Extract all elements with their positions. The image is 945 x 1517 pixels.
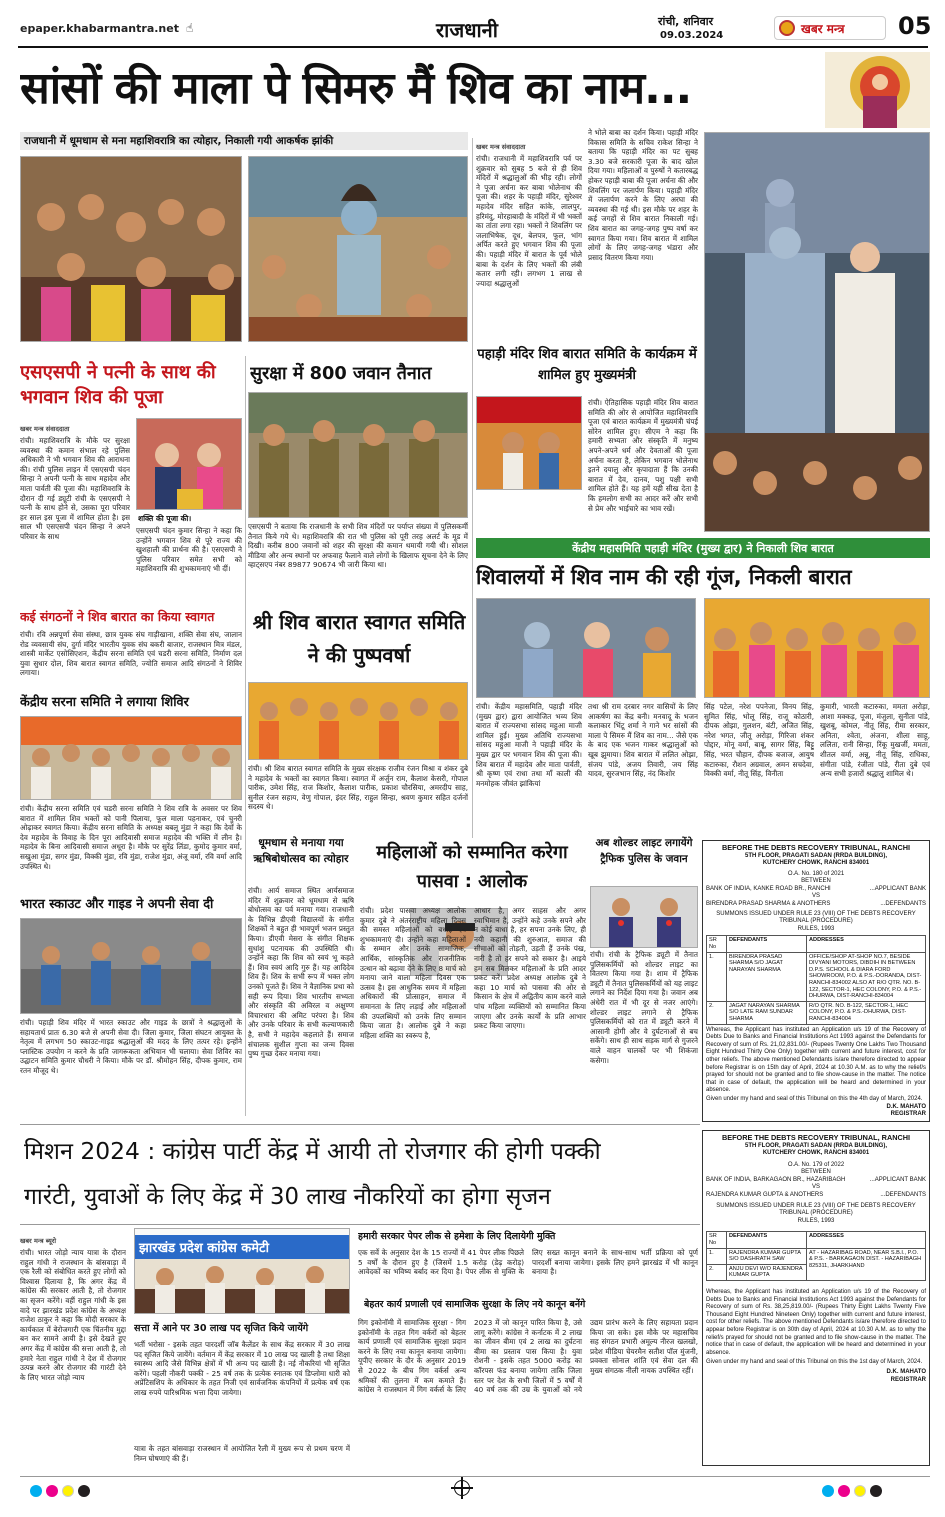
rishi-text: रांची। आर्य समाज स्थित आर्यसमाज मंदिर में शुक्रवार को धूमधाम से ऋषि बोधोत्सव का पर्व मनाया गया। राजधानी के विभिन्न डीएवी विद्यालयों के संगीत शिक्षकों ने बहुत ही भावपूर्ण भजन प्रस्तुत किया। डीएवी मेसरा के संगीत शिक्षक सुधांशु पटनायक की उपस्थिति थी। उन्होंने कहा कि शिव को स्वयं भू कहते हैं। शिव स्वयं आदि गुरु हैं। यह आदिदेव शिव हैं। शिव के सभी रूप में भक्त लोग उनको पूजते हैं। शिव ने वैज्ञानिक प्रथा को सही रूप दिया। शिव भारतीय सभ्यता और संस्कृति की अविरल व अक्षुण्ण विचारधारा की अमिट परंपरा है। शिव और उनके परिवार के सभी कल्याणकारी है, सभी ने महादेव कहलाते हैं। समाज संचालक सुशील गुप्ता का जन्म दिवस पुष्प गुच्छ देकर मनाया गया। — [248, 886, 354, 1059]
rishi-headline: धूमधाम से मनाया गया ऋषिबोधोत्सव का त्योहार — [253, 837, 349, 865]
section-title: राजधानी — [436, 18, 498, 42]
mission-headline-2: गारंटी, युवाओं के लिए केंद्र में 30 लाख नौकरियों का होगा सृजन — [24, 1184, 551, 1210]
notice2-def-role: ...DEFENDANTS — [880, 1192, 926, 1199]
mission-byline: खबर मन्त्र ब्यूरो — [20, 1237, 57, 1245]
notice2-row1-name: RAJENDRA KUMAR GUPTA S/O DASHRATH SAW — [727, 1248, 807, 1264]
column-divider — [472, 138, 473, 838]
notice2-vs: VS — [811, 1184, 820, 1191]
lead-byline: खबर मन्त्र संवाददाता — [476, 143, 526, 151]
footer-color-bar — [20, 1476, 930, 1498]
notice1-sign-role: REGISTRAR — [890, 1111, 926, 1118]
scout-photo — [20, 918, 242, 1014]
shivbarat-headline: श्री शिव बारात स्वागत समिति ने की पुष्पवर्षा — [252, 610, 466, 667]
notice1-row1-sr: 1. — [707, 952, 727, 1001]
notice2-body: Whereas, the Applicant has instituted an Application u/s 19 of the Recovery of Debts Due to Banks and Financial Institutions Act 1993 against the Defendants for Recovery of sum of Rs. 38,25,819.00/- (Rupees Thirty Eight Lakhs Twenty Five Thousand Eight Hundred Nineteen Only) together with current and future interest, cost for other reliefs. The above mentioned Defendants is/are therefore directed to appear before Registrar is on 30th day of April, 2024 at 10.30 A.M. as to why the relief/s prayed for should not be granted and to file show-cause in the matter. The notice that in case of default, the application will be heard and determined in your absence. — [706, 1289, 926, 1356]
sarna-headline: केंद्रीय सरना समिति ने लगाया शिविर — [20, 695, 189, 710]
scout-text: रांची। पहाड़ी शिव मंदिर में भारत स्काउट और गाइड के छात्रों ने श्रद्धालुओं के सहायतार्थ प्रातः 6.30 बजे से अपनी सेवा दी। जिला कुमार, जिला संघटन आयुक्त के नेतृत्व में लगभग 50 स्काउट-गाइड श्रद्धालुओं की मदद के लिए तत्पर रहे। इन्होंने प्लास्टिक उपयोग न करने के प्रति जागरूकता अभियान भी चलाया। सेवा शिविर का उद्घाटन समिति कुमार चौधरी ने किया। मौके पर डॉ. श्रीमोहन सिंह, दीपक कुमार, राम रतन मौजूद थे। — [20, 1018, 242, 1075]
security-text: एसएसपी ने बताया कि राजधानी के सभी शिव मंदिरों पर पर्याप्त संख्या में पुलिसकर्मी तैनात किये गये थे। महाशिवरात्रि की रात भी पुलिस को पूरी तरह अलर्ट के मूड में दिखी। करीब 800 जवानों को शहर की सुरक्षा की कमान थमायी गयी थी। सोशल मीडिया और अन्य स्थानों पर अफवाह फैलाने वाले लोगों के खिलाफ सूचना देने के लिए व्हाट्सएप नंबर 89877 90674 भी जारी किया था। — [248, 522, 468, 570]
notice2-th-def: DEFENDANTS — [727, 1232, 807, 1248]
ssp-photo-caption: शक्ति की पूजा की। — [138, 514, 192, 523]
notice1-sign: D.K. MAHATO — [886, 1103, 926, 1110]
notice1-rules: RULES, 1993 — [797, 925, 835, 932]
logo-icon — [779, 20, 795, 36]
notice1-row2-name: JAGAT NARAYAN SHARMA S/O LATE RAM SUNDAR SHARMA — [727, 1001, 807, 1024]
notice2-addr2: KUTCHERY CHOWK, RANCHI 834001 — [762, 1150, 870, 1157]
issue-date: 09.03.2024 — [660, 30, 724, 41]
lead-headline: सांसों की माला पे सिमरु मैं शिव का नाम... — [20, 63, 692, 114]
notice1-def: BIRENDRA PRASAD SHARMA & ANOTHERS — [706, 901, 831, 908]
lead-text-col2: ने भोले बाबा का दर्शन किया। पहाड़ी मंदिर विकास समिति के सचिव राकेश सिन्हा ने बताया कि पहाड़ी मंदिर का पट सुबह 3.30 बजे सरकारी पूजा के बाद खोल दिया गया। महिलाओं व पुरुषों ने कतारबद्ध होकर पहाड़ी बाबा की पूजा अर्चना की और शिवलिंग पर जलार्पण किया। पहाड़ी मंदिर में जलार्पण करने के लिए अरघा की व्यवस्था की गई थी। इस मौके पर शहर के कई जगहों से शिव बारात निकाली गई। शिव बारात का जगह-जगह पुष्प वर्षा कर स्वागत किया गया। शिव बारात में शामिल लोगों के लिए जगह-जगह भंडारा और प्रसाद वितरण किया गया। — [588, 128, 698, 262]
sangathan-headline: कई संगठनों ने शिव बारात का किया स्वागत — [20, 609, 215, 624]
mission-col1: रांची। भारत जोड़ो न्याय यात्रा के दौरान राहुल गांधी ने राजस्थान के बांसवाड़ा में एक रैली को संबोधित करते हुए लोगों को विश्वास दिलाया है, कि अगर केंद्र में कांग्रेस की सरकार आती है, तो रोजगार का सृजन करेंगे। वहीं राहुल गांधी के इस वादे पर झारखंड प्रदेश कांग्रेस के अध्यक्ष राजेश ठाकुर ने कहा कि मोदी सरकार के कार्यकाल में बेरोजगारी एक चिंतनीय मुद्दा बन कर सामने आयी है। इसे देखते हुए अगर केंद्र में कांग्रेस की सत्ता आती है, तो हमारे नेता राहुल गांधी ने देश में रोजगार उत्पन्न करने और रोजगार की गारंटी देने के लिए भारत जोड़ो न्याय — [20, 1248, 126, 1382]
brand-logo — [774, 16, 886, 40]
shiva-procession-photo — [248, 156, 468, 342]
column-divider — [245, 356, 246, 1116]
notice1-vs: VS — [811, 893, 820, 900]
color-dot — [870, 1485, 882, 1497]
notice1-th-sr: SR No — [707, 936, 727, 952]
lead-text-col1: रांची। राजधानी में महाशिवरात्रि पर्व पर शुक्रवार को सुबह 5 बजे से ही शिव मंदिरों में श्रद्धालुओं की भीड़ रही। लोगों ने पूजा अर्चना कर बाबा भोलेनाथ की पूजा की। शहर के पहाड़ी मंदिर, सुरेश्वर महादेव मंदिर सहित कांके, लालपुर, हरिमंदु, मोरहाबादी के मंदिरों में भी भक्तों का तांता लगा रहा। भक्तों ने शिवलिंग पर जलाभिषेक, दूध, बेलपत्र, फूल, भांग अर्पित करते हुए भगवान शिव की पूजा की। पहाड़ी मंदिर में बारात के पूर्व भोले बाबा के दर्शन के लिए भक्तों की लंबी कतार लगी रही। लगभग 1 लाख से ज्यादा श्रद्धालुओं — [476, 154, 582, 288]
color-dot — [78, 1485, 90, 1497]
notice1-row1-name: BIRENDRA PRASAD SHARMA S/O JAGAT NARAYAN SHARMA — [727, 952, 807, 1001]
congress-banner-text: झारखंड प्रदेश कांग्रेस कमेटी — [139, 1241, 269, 1256]
table-row — [707, 1248, 926, 1264]
notice1-oa: O.A. No. 180 of 2021 — [787, 870, 845, 877]
notice2-table — [706, 1231, 926, 1281]
pushpvarsha-photo — [248, 682, 468, 760]
masthead — [18, 12, 932, 48]
shivalay-photo-1 — [476, 598, 696, 698]
paswa-text: रांची। प्रदेश पासवा अध्यक्ष आलोक कुमार दुबे ने अंतरराष्ट्रीय महिला दिवस की समस्त महिलाओं को बधाई एवं शुभकामनाएं दी। उन्होंने कहा महिलाओं के सम्मान और उनके सामाजिक, आर्थिक, सांस्कृतिक और राजनीतिक उत्थान को बढ़ावा देने के लिए 8 मार्च को मनाया जाने वाला महिला दिवस एक उत्सव है। इस आधुनिक समय में महिला अधिकारों की प्रोत्साहन, समाज में समानता के लिए लड़ाई और महिलाओं की उपलब्धियों को उनके लिए सम्मान किया जाता है। आलोक दुबे ने कहा महिला शक्ति का स्वरूप है, — [360, 906, 466, 1040]
shivalay-col1: रांची। केंद्रीय महासमिति, पहाड़ी मंदिर (मुख्य द्वार) द्वारा आयोजित भव्य शिव बारात में राज्यसभा सांसद महुआ माजी शामिल हुईं। मुख्य अतिथि राज्यसभा सांसद महुआ माजी ने पहाड़ी मंदिर के मुख्य द्वार पर भगवान शिव की पूजा की। शिव बारात में महादेव और माता पार्वती, श्री कृष्ण एवं राधा तथा माँ काली की मनमोहक जीवंत झांकियां — [476, 702, 582, 788]
notice1-addr2: KUTCHERY CHOWK, RANCHI 834001 — [762, 860, 870, 867]
notice2-oa: O.A. No. 179 of 2022 — [787, 1161, 845, 1168]
page-number: 05 — [898, 12, 932, 40]
dancer-photo — [825, 52, 930, 128]
mission-sub1: सत्ता में आने पर 30 लाख पद सृजित किये जायेंगे — [134, 1323, 309, 1334]
table-row — [707, 1001, 926, 1024]
shiva-parvati-tableau-photo — [704, 132, 930, 532]
notice2-between: BETWEEN — [801, 1169, 831, 1176]
section-divider — [20, 1224, 700, 1225]
notice2-row1-addr: AT - HAZARIBAG ROAD, NEAR S.B.I., P.O. & P.S. - BARKAGAON DIST. - HAZARIBAGH 825311, JHARKHAND — [807, 1248, 926, 1280]
shivalay-headline: शिवालयों में शिव नाम की रही गूंज, निकली बारात — [476, 565, 852, 589]
color-dot — [822, 1485, 834, 1497]
security-headline: सुरक्षा में 800 जवान तैनात — [250, 363, 432, 384]
notice2-th-sr: SR No — [707, 1232, 727, 1248]
lead-subhead-bar — [20, 132, 468, 150]
sarna-text: रांची। केंद्रीय सरना समिति एवं चडरी सरना समिति ने शिव रात्रि के अवसर पर शिव बारात में शामिल शिव भक्तों को पानी पिलाया, फूल माला पहनाकर, एवं चुनरी ओढ़ाकर स्वागत किया। केंद्रीय सरना समिति के अध्यक्ष बबलू मुंडा ने कहा कि देवों के देव महादेव के विवाह के दिन पूरा आदिवासी समाज महादेव की भक्ति में लीन है। महादेव के बिना आदिवासी समाज अधूरा है। मौके पर सुरेंद्र लिंडा, कुमोद कुमार वर्मा, सखुआ मुंडा, सगर मुंडा, विक्की मुंडा, रवि मुंडा, राजेश मुंडा, अंजू वर्मा, रवि वर्मा आदि उपस्थित थे। — [20, 804, 242, 871]
sangathan-text: रांची। रवि अन्नपूर्णा सेवा संस्था, छात्र युवक संघ गाड़ीखाना, शक्ति सेवा संघ, जालान रोड व्यवसायी संघ, दुर्गा मंदिर भारतीय युवक संघ बकरी बाजार, राजस्थान मित्र मंडल, शास्त्री मार्केट एसोसिएशन, केंद्रीय सरना समिति एवं चडरी सरना समिति, निर्माण दल युवा सुधार दोल, शिव बारात स्वागत समिति, ज्योति समाज आदि संगठनों ने शिविर लगाया। — [20, 630, 242, 678]
notice1-summons: SUMMONS ISSUED UNDER RULE 23 (VIII) OF THE DEBTS RECOVERY TRIBUNAL (PROCEDURE) — [716, 910, 916, 925]
ssp-headline: एसएसपी ने पत्नी के साथ की भगवान शिव की पूजा — [20, 362, 216, 408]
cm-headline: पहाड़ी मंदिर शिव बारात समिति के कार्यक्रम में शामिल हुए मुख्यमंत्री — [477, 347, 697, 383]
traffic-police-photo — [590, 886, 698, 948]
section-divider — [20, 1124, 700, 1125]
notice1-def-role: ...DEFENDANTS — [880, 901, 926, 908]
mission-sub3-text: गिग इकोनॉमी में सामाजिक सुरक्षा - गिग इकोनॉमी के तहत गिग वर्करों को बेहतर कार्य प्रणाली एवं सामाजिक सुरक्षा प्रदान करने के लिए नया कानून बनाया जायेगा। यूपीए सरकार के दौर के अनुसार 2019 से 2022 के बीच गिग वर्कर्स अन्य श्रमिकों की तुलना में कम कमाते हैं। कांग्रेस ने राजस्थान में गिग वर्कर्स के लिए 2023 में जो कानून पारित किया है, उसे लागू करेंगे। कांग्रेस ने कर्नाटक में 2 लाख का जीवन बीमा एवं 2 लाख का दुर्घटना बीमा का प्रस्ताव पास किया है। युवा रोशनी - इसके तहत 5000 करोड़ का कॉरपस फंड बनाया जायेगा ताकि जिला स्तर पर देश के सभी जिलों में 5 वर्षों में 40 वर्ष तक की उम्र के युवाओं को नये उद्यम प्रारंभ करने के लिए सहायता प्रदान किया जा सके। इस मौके पर महासचिव सह संगठन प्रभारी अमूल्य नीरज खलखो, प्रदेश मीडिया चेयरमैन सतीश पॉल मुंजनी, प्रवक्ता सोनाल शांति एवं सेवा दल की मुख्य संगठक नीली नायक उपस्थित रहीं। — [358, 1318, 698, 1395]
notice2-sign: D.K. MAHATO — [886, 1368, 926, 1375]
color-dot — [46, 1485, 58, 1497]
color-dot — [854, 1485, 866, 1497]
notice1-title: BEFORE THE DEBTS RECOVERY TRIBUNAL, RANCHI — [721, 843, 911, 852]
notice1-bank-role: ...APPLICANT BANK — [869, 885, 926, 892]
sarna-photo — [20, 716, 242, 800]
shivalay-photo-2 — [704, 598, 930, 698]
paswa-headline: महिलाओं को सम्मानित करेगा पासवा : आलोक — [376, 842, 568, 892]
drt-notice-1 — [702, 840, 930, 1122]
notice2-sign-role: REGISTRAR — [890, 1376, 926, 1383]
shivalay-col2: तथा श्री राम दरबार नगर वासियों के लिए आकर्षण का केंद्र बनी। मनवादू के भजन कलाकार भिंटू शर्मा ने गाने भर सांसों की माला पे सिमरु मैं शिव का नाम... जैसे एक के बाद एक भजन गाकर श्रद्धालुओं को खूब झुमाया। शिव बारात में ललित ओझा, संजय पांडे, अजय तिवारी, जय सिंह यादव, सुरजभान सिंह, नंद किशोर — [588, 702, 698, 779]
traffic-headline: अब शोल्डर लाइट लगायेंगे ट्रैफिक पुलिस के जवान — [595, 837, 693, 865]
shivalay-col4: कुमारी, भारती कटारुका, ममता अरोड़ा, आशा मक्कड़, पूजा, मंजुला, सुनीता पांडे, खुशबू, कोमल, नीतू सिंह, रीमा सरकार, अनिता, श्वेता, अंजना, शीला साहू, ललिता, रानी सिन्हा, रिंकू मुखर्जी, ममता, शीतल वर्मा, अन्नू, नीतू सिंह, राधिका, संगीता पांडे, रंजीता पांडे, रीता दुबे एवं अन्य सभी हजारों श्रद्धालु शामिल थे। — [820, 702, 930, 779]
ssp-byline: खबर मन्त्र संवाददाता — [20, 425, 70, 433]
mission-sub2: हमारी सरकार पेपर लीक से हमेशा के लिए दिलायेगी मुक्ति — [358, 1231, 556, 1242]
lead-subhead: राजधानी में धूमधाम से मना महाशिवरात्रि का त्योहार, निकाली गयी आकर्षक झांकी — [24, 135, 334, 147]
table-row — [707, 952, 926, 1001]
mission-headline-1: मिशन 2024 : कांग्रेस पार्टी केंद्र में आयी तो रोजगार की होगी पक्की — [24, 1137, 601, 1165]
notice1-row2-sr: 2. — [707, 1001, 727, 1024]
devotees-photo — [20, 156, 242, 342]
notice2-rules: RULES, 1993 — [797, 1217, 835, 1224]
notice2-given: Given under my hand and seal of this Tribunal on this the 1st day of March, 2024. — [706, 1359, 923, 1366]
paswa-text2: आधार है, अगर साहस और अगर स्वाभिमान है, उन्होंने कहे उनके सपने और न कोई बाधा है, हर सपना उनके लिए, ही नयी कहानी की शुरुआत, समाज की सीमाओं को तोड़ती, उड़ती हैं उनके पंख, नारी है तो हर सपने को सकार है। आइये हम सब मिलकर महिलाओं के प्रति आदर प्रकट करें। प्रदेश अध्यक्ष आलोक दुबे ने कहा 10 मार्च को पासवा की ओर से किसान के क्षेत्र में अद्वितीय काम करने वाले पांच महिला व्यक्तियों को सम्मानित किया जाएगा और उनके कार्यों के प्रति आभार प्रकट किया जाएगा। — [474, 906, 586, 1031]
ssp-text2: एसएसपी चंदन कुमार सिन्हा ने कहा कि उन्होंने भगवान शिव से पूरे राज्य की खुशहाली की प्रार्थना की है। एसएसपी ने पुलिस परिवार समेत सभी को महाशिवरात्रि की शुभकामनाएं भी दीं। — [136, 526, 242, 574]
green-banner — [476, 538, 930, 558]
color-dots-left — [28, 1482, 92, 1501]
notice2-addr1: 5TH FLOOR, PRAGATI SADAN (RRDA BUILDING), — [745, 1142, 887, 1149]
notice1-addr1: 5TH FLOOR, PRAGATI SADAN (RRDA BUILDING), — [745, 852, 887, 859]
ssp-puja-photo — [136, 418, 242, 510]
green-banner-text: केंद्रीय महासमिति पहाड़ी मंदिर (मुख्य द्वार) ने निकाली शिव बारात — [572, 542, 834, 555]
shivbarat-text: रांची। श्री शिव बारात स्वागत समिति के मुख्य संरक्षक राजीव रंजन मिश्रा व शंकर दुबे ने महादेव के भक्तों का स्वागत किया। स्वागत में अर्जुन राम, कैलाश केसरी, गोपाल पारीक, उमेश सिंह, राज किशोर, कैलाश पारीक, प्रकाश चौरसिया, अमरदीप साह, सुनील रंजन सहाय, वेणु गोपाल, इंदर सिंह, राहुल सिन्हा, श्रवण कुमार सहित दर्जनों सदस्य थे। — [248, 764, 468, 812]
cursor-icon: ☝ — [186, 21, 194, 35]
ssp-text: रांची। महाशिवरात्रि के मौके पर सुरक्षा व्यवस्था की कमान संभाल रहे पुलिस अधिकारी ने भी भगवान शिव की आराधना की। रांची पुलिस लाइन में एसएसपी चंदन सिन्हा ने अपनी पत्नी के साथ महादेव और माता पार्वती की पूजा की। महाशिवरात्रि के दौरान दी गई ड्यूटी रांची के एसएसपी ने पत्नी के साथ होने से, उसका पूरा परिवार हर साल इस पूजा में शामिल होता है। इस साल भी एसएसपी चंदन सिन्हा ने अपने परिवार के साथ — [20, 436, 130, 541]
color-dot — [838, 1485, 850, 1497]
notice2-row1-sr: 1. — [707, 1248, 727, 1264]
notice1-th-addr: ADDRESSES — [807, 936, 926, 952]
registration-mark-icon — [454, 1480, 470, 1496]
notice2-def: RAJENDRA KUMAR GUPTA & ANOTHERS — [706, 1192, 824, 1199]
congress-banner — [135, 1235, 350, 1259]
notice2-row2-name: ANJU DEVI W/O RAJENDRA KUMAR GUPTA — [727, 1264, 807, 1280]
cm-text: रांची। ऐतिहासिक पहाड़ी मंदिर शिव बारात समिति की ओर से आयोजित महाशिवरात्रि पूजा एवं बारात कार्यक्रम में मुख्यमंत्री चंपई सोरेन शामिल हुए। सीएम ने कहा कि हमारी सभ्यता और संस्कृति में मनुष्य अपने-अपने धर्म और देवताओं की पूजा अर्चना करता है, लेकिन भगवान भोलेनाथ इतने दयालु और कृपादाता हैं कि उनकी बारात में देव, दानव, पशु पक्षी सभी शामिल होते हैं। यह हमें यही सीख देता है कि हमलोग सभी का आदर करें और सभी से प्रेम और भाईचारे का भाव रखें। — [588, 398, 698, 513]
notice2-th-addr: ADDRESSES — [807, 1232, 926, 1248]
mission-sub2-text: एक सर्वे के अनुसार देश के 15 राज्यों में 41 पेपर लीक पिछले 5 वर्षों के दौरान हुए है (जिसमें 1.5 करोड़ (डेढ़ करोड़) आवेदकों का भविष्य बर्बाद कर दिया है। पेपर लीक से मुक्ति के लिए सख्त कानून बनाने के साथ-साथ भर्ती प्रक्रिया को पूर्ण पारदर्शी बनाया जायेगा। इसके लिए हमने झारखंड में भी कानून बनाया है। — [358, 1248, 698, 1277]
congress-banner-photo — [134, 1228, 350, 1314]
color-dot — [30, 1485, 42, 1497]
notice1-th-def: DEFENDANTS — [727, 936, 807, 952]
scout-headline: भारत स्काउट और गाइड ने अपनी सेवा दी — [20, 897, 214, 912]
place-date: रांची, शनिवार — [658, 15, 714, 28]
notice1-row1-addr: OFFICE/SHOP AT-SHOP NO.7, BESIDE DIVYANI MOTORS, DIBDIH IN BETWEEN D.P.S. SCHOOL & DIARA FORD SHOWROOM, P.O. & P.S.-DORANDA, DIST-RANCHI-834002 ALSO AT R/O QTR. NO. B-122, SECTOR-1, HEC COLONY, P.O. & P.S.-DHURWA, DIST-RANCHI-834004 — [807, 952, 926, 1001]
traffic-text: रांची। रांची के ट्रैफिक ड्यूटी में तैनात पुलिसकर्मियों को शोल्डर लाइट का वितरण किया गया है। शाम में ट्रैफिक ड्यूटी में तैनात पुलिसकर्मियों को यह लाइट लगाने का निर्देश दिया गया है। जवान अब अंधेरी रात में भी दूर से नजर आएंगे। शोल्डर लाइट लगाने से ट्रैफिक पुलिसकर्मियों को रात में ड्यूटी करने में आसानी होगी और वे दुर्घटनाओं से बच सकेंगे। साथ ही साथ सड़क मार्ग से गुजरने वाले वाहन चालकों पर भी शिकंजा कसेगा। — [590, 950, 698, 1065]
notice2-row2-sr: 2. — [707, 1264, 727, 1280]
brand-name: खबर मन्त्र — [801, 22, 845, 36]
notice1-body: Whereas, the Applicant has instituted an Application u/s 19 of the Recovery of Debts Due to Banks and Financial Institutions Act 1993 against the Defendants for Recovery of sum of Rs. 21,02,831.00/- (Rupees Twenty One Lakhs Two Thousand Eight Hundred Thirty One Only) together with current and future interest, cost for other reliefs. The above mentioned Defendants is/are therefore directed to appear before Registrar is on 15th day of April, 2024 at 10.30 A.M. as to why the relief/s prayed for should not be granted and to file show-cause in the matter. The notice that in case of default, the application will be heard and determined in your absence. — [706, 1026, 926, 1094]
mission-sub1-text: भर्ती भरोसा - इसके तहत पारदर्शी जॉब कैलेंडर के साथ केंद्र सरकार में 30 लाख पद सृजित किये जायेंगे। वर्तमान में केंद्र सरकार में 10 लाख पद खाली है तथा शिक्षा स्वास्थ्य आदि जैसे विभिन्न क्षेत्रों में भी अन्य पद खाली है। नई नौकरियां भी सृजित करेंगे। पहली नौकरी पक्की - 25 वर्ष तक के प्रत्येक स्नातक एवं डिप्लोमा धारी को अप्रेंटिसशिप के अधिकार के तहत निजी एवं सार्वजनिक कंपनियों में प्रत्येक वर्ष एक लाख रुपये पारिश्रमिक भत्ता दिया जायेगा। — [134, 1340, 350, 1397]
shivalay-col3: सिंह पटेल, नरेश पपनेजा, विनय सिंह, सुमित सिंह, भोलू सिंह, राजू कोठारी, दीपक ओझा, गुलशन, बंटी, अजित सिंह, नरेश भगत, जीतू अरोड़ा, गिरिजा शंकर पोद्दार, मोनू वर्मा, बाबू, सागर सिंह, बिट्टू सिंह, भरत चौहान, दीपक बजाज, आयुष कटारुका, रौशन अग्रवाल, अमन सचदेवा, विक्की वर्मा, नीतू सिंह, विनीता — [704, 702, 814, 779]
notice2-summons: SUMMONS ISSUED UNDER RULE 23 (VIII) OF THE DEBTS RECOVERY TRIBUNAL (PROCEDURE) — [716, 1202, 916, 1217]
notice1-bank: BANK OF INDIA, KANKE ROAD BR., RANCHI — [706, 885, 831, 892]
notice2-bank-role: ...APPLICANT BANK — [869, 1176, 926, 1183]
mission-col-bottom: यात्रा के तहत बांसवाड़ा राजस्थान में आयोजित रैली में मुख्य रूप से प्रथम चरण में निम्न घोषणाएं की हैं। — [134, 1444, 350, 1463]
notice2-bank: BANK OF INDIA, BARKAGAON BR., HAZARIBAGH — [706, 1176, 846, 1183]
notice1-given: Given under my hand and seal of this Tribunal on this the 4th day of March, 2024. — [706, 1095, 923, 1102]
color-dots-right — [820, 1482, 884, 1501]
drt-notice-2 — [702, 1130, 930, 1466]
notice2-title: BEFORE THE DEBTS RECOVERY TRIBUNAL, RANCHI — [721, 1133, 911, 1142]
notice1-table — [706, 935, 926, 1024]
notice1-row2-addr: R/O QTR. NO. B-122, SECTOR-1, HEC COLONY, P.O. & P.S.-DHURWA, DIST-RANCHI-834004 — [807, 1001, 926, 1024]
color-dot — [62, 1485, 74, 1497]
mission-sub3: बेहतर कार्य प्रणाली एवं सामाजिक सुरक्षा के लिए नये कानून बनेंगे — [364, 1299, 586, 1310]
site-url[interactable]: epaper.khabarmantra.net — [20, 22, 179, 35]
police-photo — [248, 392, 468, 518]
notice1-between: BETWEEN — [801, 878, 831, 885]
